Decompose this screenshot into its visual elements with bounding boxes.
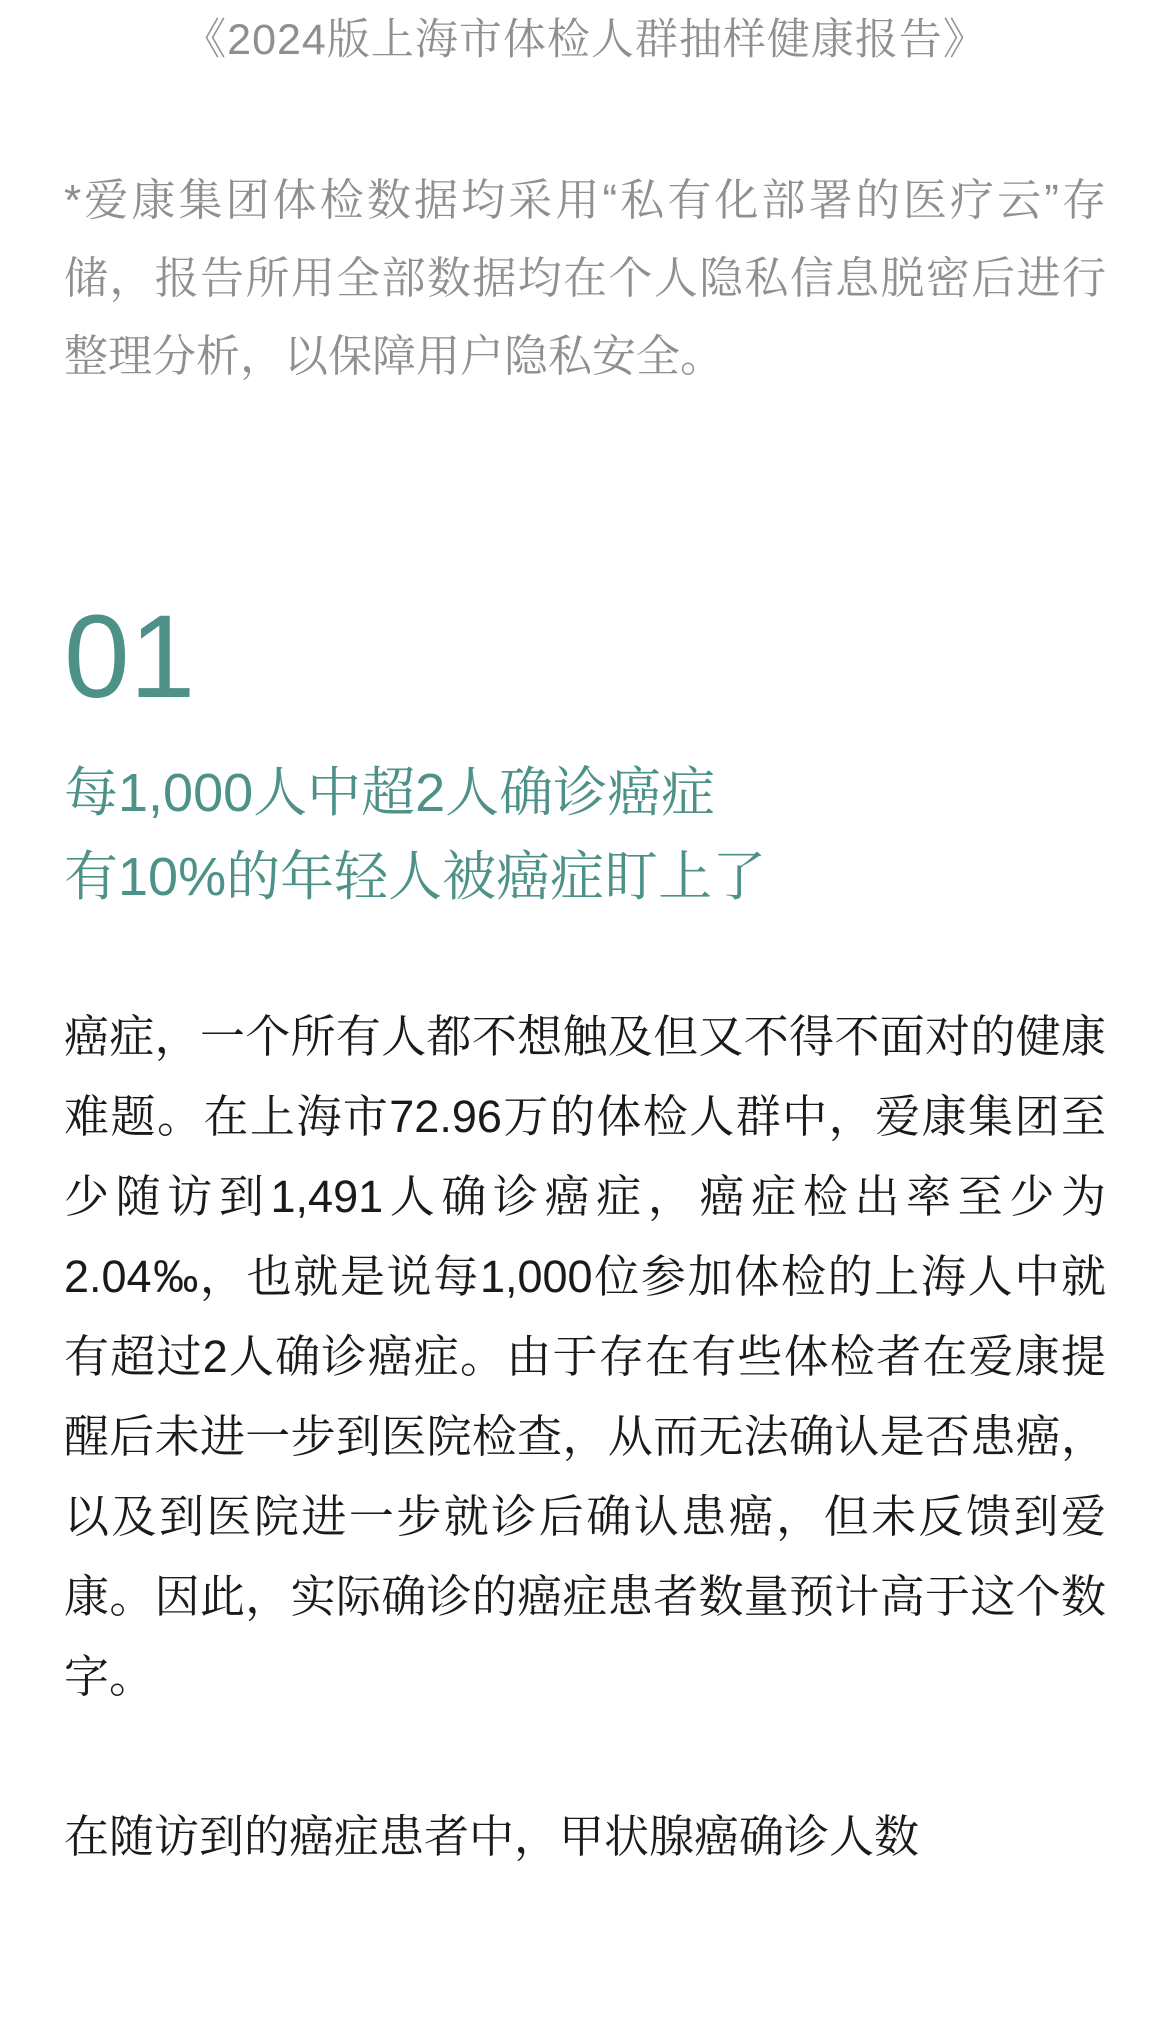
body-paragraph-1: 癌症，一个所有人都不想触及但又不得不面对的健康难题。在上海市72.96万的体检人群中，爱康集团至少随访到1,491人确诊癌症，癌症检出率至少为2.04‰，也就是说每1,000位参加体检的上海人中就有超过2人确诊癌症。由于存在有些体检者在爱康提醒后未进一步到医院检查，从而无法确认是否患癌，以及到医院进一步就诊后确认患癌，但未反馈到爱康。因此，实际确诊的癌症患者数量预计高于这个数字。 (64, 1011, 1106, 1702)
section-heading-line2: 有10%的年轻人被癌症盯上了 (64, 847, 767, 907)
privacy-disclaimer: *爱康集团体检数据均采用“私有化部署的医疗云”存储，报告所用全部数据均在个人隐私信息脱密后进行整理分析，以保障用户隐私安全。 (64, 176, 1106, 381)
section-heading-line1: 每1,000人中超2人确诊癌症 (64, 763, 716, 823)
section-heading (64, 751, 1106, 919)
report-title: 《2024版上海市体检人群抽样健康报告》 (183, 16, 987, 64)
body-paragraph-2: 在随访到的癌症患者中，甲状腺癌确诊人数 (64, 1811, 920, 1862)
section-number: 01 (64, 591, 196, 723)
